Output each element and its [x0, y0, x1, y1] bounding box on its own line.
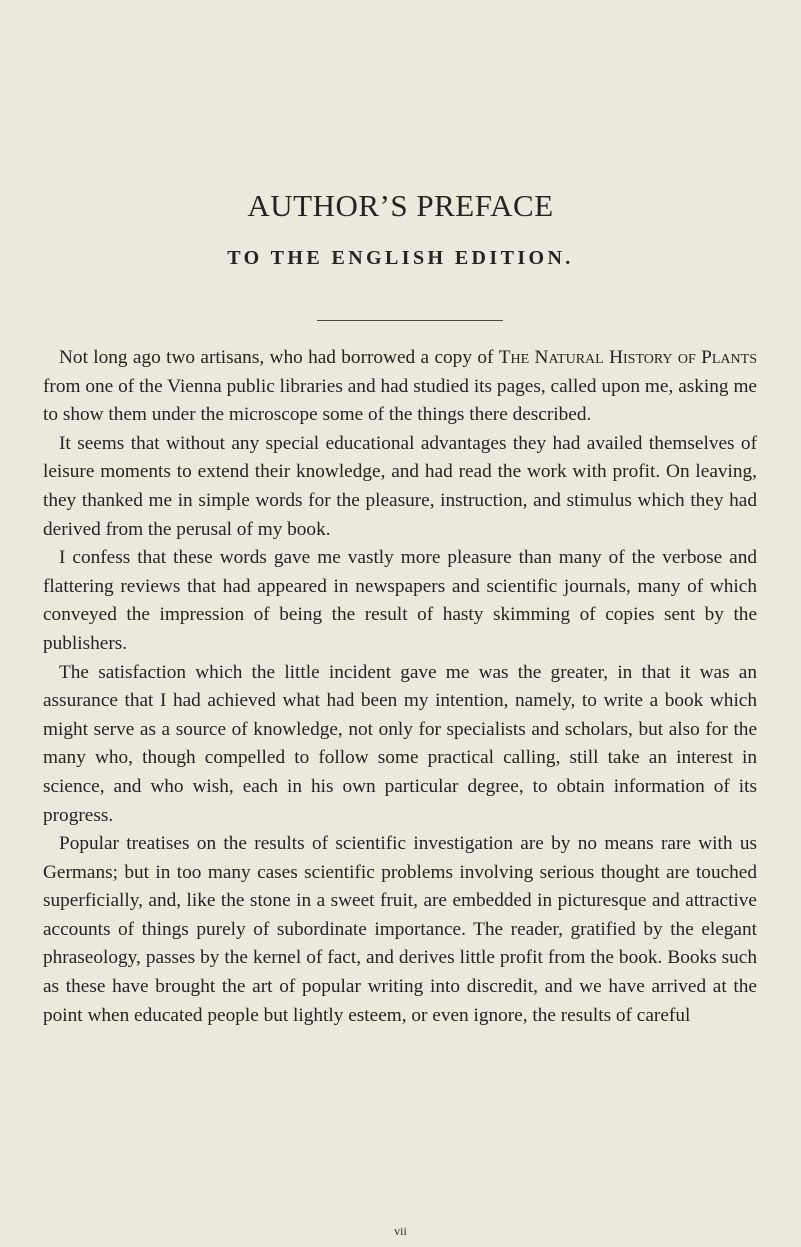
preface-subtitle: TO THE ENGLISH EDITION. [227, 247, 574, 269]
book-title: The Natural History of Plants [498, 347, 757, 368]
preface-body [43, 344, 757, 1030]
preface-title: AUTHOR’S PREFACE [247, 188, 554, 223]
paragraph-1-after: from one of the Vienna public libraries and had studied its pages, called upon me, asking me to show them under the microscope some of the things there described. [43, 375, 757, 426]
paragraph-1-before: Not long ago two artisans, who had borrowed a copy of [59, 347, 499, 368]
paragraph-4: The satisfaction which the little incident gave me was the greater, in that it was an assurance that I had achieved what had been my intention, namely, to write a book which might serve as a source of knowledge, not only for specialists and scholars, but also for the many who, though compelled to follow some practical calling, still take an interest in science, and who wish, each in his own particular degree, to obtain information of its progress. [43, 661, 757, 826]
paragraph-3: I confess that these words gave me vastly more pleasure than many of the verbose and flattering reviews that had appeared in newspapers and scientific journals, many of which conveyed the impression of being the result of hasty skimming of copies sent by the publishers. [43, 547, 757, 654]
page-number: vii [394, 1224, 407, 1238]
section-divider [317, 320, 503, 321]
paragraph-5: Popular treatises on the results of scientific investigation are by no means rare with us Germans; but in too many cases scientific problems involving serious thought are touched superficially, and, like the stone in a sweet fruit, are embedded in picturesque and attractive accounts of things purely of subordinate importance. The reader, gratified by the elegant phraseology, passes by the kernel of fact, and derives little profit from the book. Books such as these have brought the art of popular writing into discredit, and we have arrived at the point when educated people but lightly esteem, or even ignore, the results of careful [43, 833, 757, 1026]
paragraph-2: It seems that without any special educational advantages they had availed themselves of leisure moments to extend their knowledge, and had read the work with profit. On leaving, they thanked me in simple words for the pleasure, instruction, and stimulus which they had derived from the perusal of my book. [43, 432, 757, 540]
paragraph-1 [43, 344, 757, 430]
